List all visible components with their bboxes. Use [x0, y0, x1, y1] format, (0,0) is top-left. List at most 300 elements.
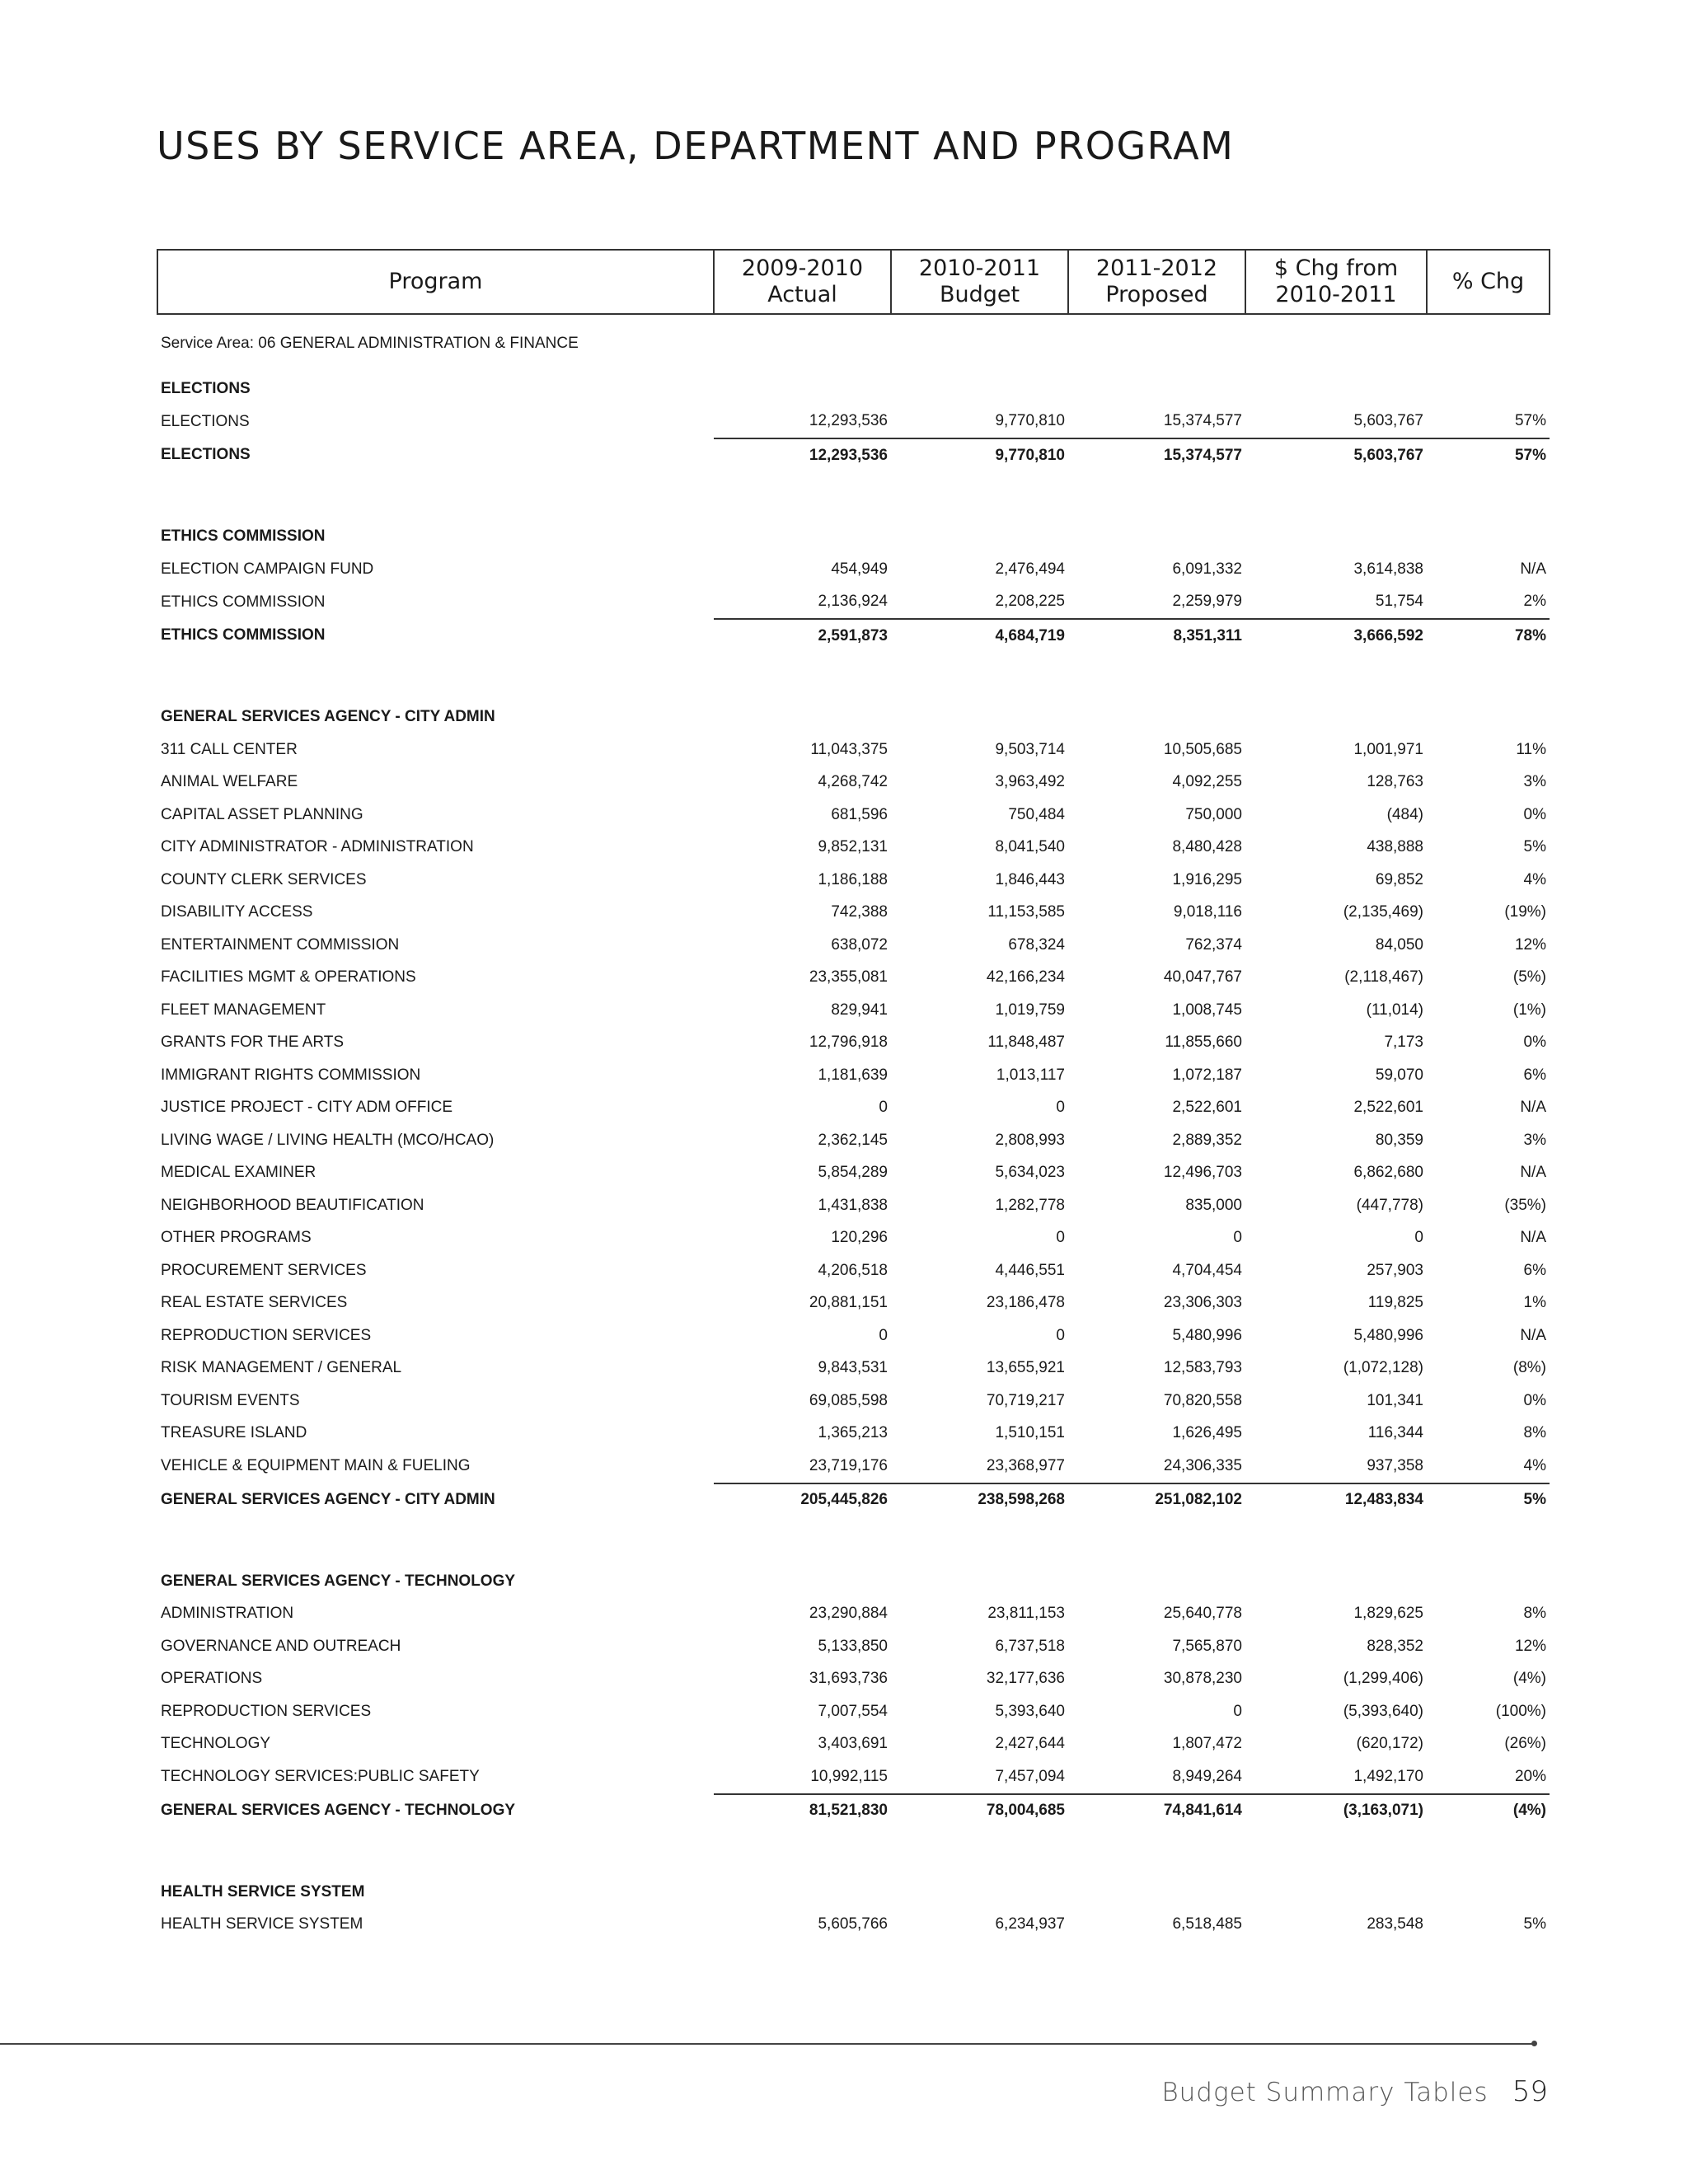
cell-actual: 454,949	[831, 560, 888, 578]
table-row	[157, 733, 1550, 766]
cell-actual: 10,992,115	[810, 1767, 888, 1785]
cell-program: VEHICLE & EQUIPMENT MAIN & FUELING	[161, 1457, 471, 1475]
cell-proposed: 5,480,996	[1172, 1326, 1242, 1344]
cell-change: 257,903	[1367, 1261, 1423, 1279]
cell-budget: 678,324	[1008, 935, 1065, 954]
cell-actual: 120,296	[831, 1229, 888, 1247]
cell-budget: 3,963,492	[995, 773, 1065, 791]
cell-proposed: 74,841,614	[1068, 1794, 1245, 1828]
cell-proposed: 7,565,870	[1172, 1637, 1242, 1655]
header-budget	[891, 250, 1068, 314]
cell-actual: 2,591,873	[714, 619, 891, 653]
cell-budget: 8,041,540	[995, 838, 1065, 856]
cell-proposed: 25,640,778	[1163, 1605, 1242, 1623]
table-row	[157, 1059, 1550, 1092]
cell-change: (484)	[1386, 805, 1423, 823]
cell-pct-change: N/A	[1520, 1326, 1546, 1344]
cell-actual: 742,388	[831, 903, 888, 921]
cell-proposed: 2,522,601	[1172, 1099, 1242, 1117]
cell-budget: 1,282,778	[995, 1196, 1065, 1214]
cell-change: 438,888	[1367, 838, 1423, 856]
cell-proposed: 1,072,187	[1172, 1066, 1242, 1084]
cell-budget: 23,811,153	[987, 1605, 1065, 1623]
cell-proposed: 4,092,255	[1172, 773, 1242, 791]
cell-actual: 81,521,830	[714, 1794, 891, 1828]
cell-change: 12,483,834	[1245, 1483, 1427, 1517]
cell-pct-change: (100%)	[1495, 1702, 1546, 1720]
footer-rule-dot	[1531, 2041, 1537, 2046]
cell-actual: 12,293,536	[714, 438, 891, 472]
cell-program: OTHER PROGRAMS	[161, 1229, 312, 1247]
cell-program: MEDICAL EXAMINER	[161, 1164, 316, 1182]
cell-actual: 0	[879, 1326, 888, 1344]
cell-actual: 69,085,598	[809, 1391, 888, 1409]
spacer-cell	[157, 1827, 1550, 1876]
budget-table	[157, 249, 1550, 1941]
cell-proposed: 835,000	[1185, 1196, 1242, 1214]
cell-program: GRANTS FOR THE ARTS	[161, 1033, 345, 1052]
cell-program: JUSTICE PROJECT - CITY ADM OFFICE	[161, 1099, 452, 1117]
cell-pct-change: 8%	[1523, 1424, 1546, 1442]
cell-proposed: 40,047,767	[1163, 968, 1242, 987]
cell-pct-change: 4%	[1523, 870, 1546, 888]
cell-pct-change: 4%	[1523, 1456, 1546, 1474]
cell-pct-change: (26%)	[1504, 1735, 1546, 1753]
cell-actual: 9,852,131	[818, 838, 888, 856]
spacer-row	[157, 653, 1550, 701]
cell-actual: 4,268,742	[818, 773, 888, 791]
cell-change: 283,548	[1367, 1915, 1423, 1933]
table-row	[157, 1909, 1550, 1942]
cell-program: OPERATIONS	[161, 1670, 263, 1688]
cell-budget: 2,427,644	[995, 1735, 1065, 1753]
cell-proposed: 750,000	[1185, 805, 1242, 823]
spacer-row	[157, 1827, 1550, 1876]
cell-pct-change: 0%	[1523, 1391, 1546, 1409]
cell-budget: 0	[1056, 1326, 1065, 1344]
table-row	[157, 1760, 1550, 1794]
cell-pct-change: 20%	[1514, 1767, 1546, 1785]
cell-pct-change: 1%	[1523, 1294, 1546, 1312]
header-budget-label: Budget	[939, 282, 1020, 307]
cell-budget: 2,476,494	[995, 560, 1065, 578]
cell-pct-change: 3%	[1523, 773, 1546, 791]
cell-proposed: 10,505,685	[1163, 740, 1242, 758]
cell-budget: 1,846,443	[995, 870, 1065, 888]
cell-budget: 2,208,225	[995, 593, 1065, 611]
cell-program: GENERAL SERVICES AGENCY - CITY ADMIN	[161, 1490, 495, 1508]
footer-rule	[0, 2043, 1535, 2045]
header-actual-label: Actual	[767, 282, 837, 307]
cell-budget: 11,848,487	[987, 1033, 1065, 1052]
cell-program: REPRODUCTION SERVICES	[161, 1702, 372, 1720]
cell-change: 1,829,625	[1353, 1605, 1423, 1623]
cell-actual: 5,854,289	[818, 1164, 888, 1182]
cell-actual: 205,445,826	[714, 1483, 891, 1517]
page-footer	[1161, 2075, 1548, 2108]
cell-proposed: 1,626,495	[1172, 1424, 1242, 1442]
cell-program: ANIMAL WELFARE	[161, 773, 298, 791]
cell-budget: 5,634,023	[995, 1164, 1065, 1182]
cell-proposed: 1,807,472	[1172, 1735, 1242, 1753]
cell-budget: 6,737,518	[995, 1637, 1065, 1655]
cell-budget: 4,684,719	[891, 619, 1068, 653]
cell-budget: 9,770,810	[995, 412, 1065, 430]
cell-actual: 31,693,736	[809, 1670, 888, 1688]
cell-program: CAPITAL ASSET PLANNING	[161, 805, 363, 823]
cell-actual: 11,043,375	[810, 740, 888, 758]
cell-budget: 9,503,714	[995, 740, 1065, 758]
cell-change: (2,135,469)	[1343, 903, 1423, 921]
department-header-row	[157, 701, 1550, 734]
cell-change: 1,492,170	[1353, 1767, 1423, 1785]
cell-change: 3,666,592	[1245, 619, 1427, 653]
table-row	[157, 897, 1550, 930]
cell-change: 5,480,996	[1353, 1326, 1423, 1344]
spacer-row	[157, 1516, 1550, 1565]
cell-actual: 1,181,639	[818, 1066, 888, 1084]
cell-pct-change: 57%	[1514, 412, 1546, 430]
cell-actual: 0	[879, 1099, 888, 1117]
cell-pct-change: (8%)	[1512, 1359, 1546, 1377]
cell-program: LIVING WAGE / LIVING HEALTH (MCO/HCAO)	[161, 1131, 495, 1149]
cell-change: 116,344	[1367, 1424, 1423, 1442]
table-row	[157, 929, 1550, 962]
cell-pct-change: N/A	[1520, 560, 1546, 578]
cell-proposed: 15,374,577	[1163, 412, 1242, 430]
cell-proposed: 8,480,428	[1172, 838, 1242, 856]
table-row	[157, 1630, 1550, 1663]
page-title: USES BY SERVICE AREA, DEPARTMENT AND PROGRAM	[157, 124, 1235, 168]
cell-budget: 5,393,640	[995, 1702, 1065, 1720]
cell-program: HEALTH SERVICE SYSTEM	[161, 1915, 363, 1933]
cell-pct-change: (5%)	[1512, 968, 1546, 987]
table-row	[157, 1319, 1550, 1352]
cell-program: ELECTIONS	[161, 412, 250, 430]
cell-change: 119,825	[1367, 1294, 1423, 1312]
cell-change: 5,603,767	[1245, 438, 1427, 472]
cell-actual: 1,365,213	[818, 1424, 888, 1442]
cell-proposed: 1,916,295	[1172, 870, 1242, 888]
cell-program: COUNTY CLERK SERVICES	[161, 870, 367, 888]
cell-program: ETHICS COMMISSION	[161, 593, 326, 611]
table-row	[157, 1287, 1550, 1320]
cell-proposed: 12,583,793	[1163, 1359, 1242, 1377]
cell-change: 69,852	[1375, 870, 1423, 888]
cell-budget: 1,510,151	[995, 1424, 1065, 1442]
cell-budget: 2,808,993	[995, 1131, 1065, 1149]
cell-actual: 4,206,518	[818, 1261, 888, 1279]
cell-change: 1,001,971	[1353, 740, 1423, 758]
cell-program: NEIGHBORHOOD BEAUTIFICATION	[161, 1196, 424, 1214]
table-header-row	[157, 250, 1550, 314]
cell-proposed: 0	[1233, 1702, 1242, 1720]
table-row	[157, 1027, 1550, 1060]
header-proposed-year: 2011-2012	[1095, 255, 1218, 281]
cell-pct-change: (4%)	[1512, 1670, 1546, 1688]
cell-change: 828,352	[1367, 1637, 1423, 1655]
cell-budget: 0	[1056, 1099, 1065, 1117]
department-total-row	[157, 1483, 1550, 1517]
header-proposed-label: Proposed	[1105, 282, 1208, 307]
table-row	[157, 1598, 1550, 1631]
department-name: GENERAL SERVICES AGENCY - CITY ADMIN	[161, 708, 495, 726]
cell-proposed: 1,008,745	[1172, 1001, 1242, 1019]
cell-budget: 13,655,921	[986, 1359, 1065, 1377]
cell-pct-change: 2%	[1523, 593, 1546, 611]
cell-proposed: 6,091,332	[1172, 560, 1242, 578]
cell-change: 5,603,767	[1353, 412, 1423, 430]
cell-change: (1,299,406)	[1343, 1670, 1423, 1688]
cell-proposed: 6,518,485	[1172, 1915, 1242, 1933]
cell-program: RISK MANAGEMENT / GENERAL	[161, 1359, 402, 1377]
department-name: ETHICS COMMISSION	[161, 527, 326, 546]
cell-budget: 238,598,268	[891, 1483, 1068, 1517]
cell-actual: 3,403,691	[818, 1735, 888, 1753]
cell-program: PROCUREMENT SERVICES	[161, 1261, 367, 1279]
cell-change: 59,070	[1375, 1066, 1423, 1084]
header-pct-change: % Chg	[1427, 250, 1550, 314]
department-name: HEALTH SERVICE SYSTEM	[161, 1882, 365, 1900]
cell-change: 51,754	[1375, 593, 1423, 611]
cell-actual: 23,355,081	[809, 968, 888, 987]
table-row	[157, 1124, 1550, 1157]
cell-actual: 23,719,176	[809, 1456, 888, 1474]
cell-program: GENERAL SERVICES AGENCY - TECHNOLOGY	[161, 1801, 516, 1819]
cell-program: GOVERNANCE AND OUTREACH	[161, 1637, 401, 1655]
cell-pct-change: N/A	[1520, 1164, 1546, 1182]
cell-proposed: 8,351,311	[1068, 619, 1245, 653]
table-row	[157, 1695, 1550, 1728]
cell-program: TREASURE ISLAND	[161, 1424, 307, 1442]
cell-program: TECHNOLOGY	[161, 1735, 271, 1753]
header-change	[1245, 250, 1427, 314]
cell-program: ETHICS COMMISSION	[161, 626, 326, 644]
cell-program: ADMINISTRATION	[161, 1605, 294, 1623]
cell-actual: 829,941	[831, 1001, 888, 1019]
page-number: 59	[1512, 2075, 1548, 2108]
cell-pct-change: 11%	[1516, 740, 1546, 758]
cell-proposed: 251,082,102	[1068, 1483, 1245, 1517]
cell-pct-change: 5%	[1523, 1915, 1546, 1933]
cell-proposed: 15,374,577	[1068, 438, 1245, 472]
department-name: GENERAL SERVICES AGENCY - TECHNOLOGY	[161, 1572, 516, 1590]
spacer-cell	[157, 472, 1550, 521]
department-header-row	[157, 1876, 1550, 1909]
cell-proposed: 11,855,660	[1165, 1033, 1242, 1052]
cell-actual: 2,362,145	[818, 1131, 888, 1149]
cell-budget: 32,177,636	[986, 1670, 1065, 1688]
cell-program: ENTERTAINMENT COMMISSION	[161, 935, 400, 954]
cell-pct-change: 0%	[1523, 1033, 1546, 1052]
table-row	[157, 832, 1550, 865]
cell-budget: 70,719,217	[986, 1391, 1065, 1409]
header-program: Program	[157, 250, 714, 314]
service-area-row	[157, 314, 1550, 373]
cell-pct-change: (4%)	[1427, 1794, 1550, 1828]
header-change-label: $ Chg from	[1273, 255, 1399, 281]
cell-proposed: 30,878,230	[1163, 1670, 1242, 1688]
spacer-row	[157, 472, 1550, 521]
cell-program: ELECTIONS	[161, 446, 251, 464]
cell-actual: 1,431,838	[818, 1196, 888, 1214]
cell-budget: 0	[1056, 1229, 1065, 1247]
cell-budget: 23,186,478	[986, 1294, 1065, 1312]
cell-program: REPRODUCTION SERVICES	[161, 1326, 372, 1344]
cell-actual: 5,605,766	[818, 1915, 888, 1933]
table-row	[157, 1728, 1550, 1761]
cell-program: IMMIGRANT RIGHTS COMMISSION	[161, 1066, 421, 1084]
footer-section-title: Budget Summary Tables	[1161, 2078, 1489, 2107]
cell-pct-change: 3%	[1523, 1131, 1546, 1149]
table-row	[157, 1254, 1550, 1287]
cell-proposed: 762,374	[1185, 935, 1242, 954]
cell-pct-change: (19%)	[1504, 903, 1546, 921]
table-row	[157, 1385, 1550, 1418]
cell-actual: 23,290,884	[809, 1605, 888, 1623]
table-row	[157, 1189, 1550, 1222]
cell-pct-change: 12%	[1514, 1637, 1546, 1655]
cell-proposed: 70,820,558	[1163, 1391, 1242, 1409]
cell-actual: 1,186,188	[818, 870, 888, 888]
cell-change: (2,118,467)	[1344, 968, 1423, 987]
department-header-row	[157, 373, 1550, 405]
cell-actual: 7,007,554	[818, 1702, 888, 1720]
table-row	[157, 962, 1550, 995]
table-row	[157, 1418, 1550, 1451]
table-body	[157, 314, 1550, 1941]
table-row	[157, 1222, 1550, 1255]
department-total-row	[157, 619, 1550, 653]
cell-program: DISABILITY ACCESS	[161, 903, 313, 921]
cell-change: (620,172)	[1356, 1735, 1423, 1753]
cell-pct-change: N/A	[1520, 1099, 1546, 1117]
cell-budget: 9,770,810	[891, 438, 1068, 472]
table-row	[157, 766, 1550, 799]
cell-actual: 5,133,850	[818, 1637, 888, 1655]
cell-pct-change: 6%	[1523, 1261, 1546, 1279]
cell-proposed: 9,018,116	[1173, 903, 1242, 921]
cell-budget: 1,019,759	[995, 1001, 1065, 1019]
cell-actual: 12,796,918	[809, 1033, 888, 1052]
department-header-row	[157, 1565, 1550, 1598]
cell-proposed: 8,949,264	[1172, 1767, 1242, 1785]
table-row	[157, 1092, 1550, 1125]
cell-pct-change: 12%	[1514, 935, 1546, 954]
table-row	[157, 864, 1550, 897]
header-actual-year: 2009-2010	[741, 255, 864, 281]
cell-budget: 11,153,585	[987, 903, 1065, 921]
cell-pct-change: 0%	[1523, 805, 1546, 823]
cell-pct-change: (35%)	[1504, 1196, 1546, 1214]
cell-pct-change: 6%	[1523, 1066, 1546, 1084]
cell-pct-change: (1%)	[1512, 1001, 1546, 1019]
cell-change: 937,358	[1367, 1456, 1423, 1474]
cell-program: ELECTION CAMPAIGN FUND	[161, 560, 374, 578]
cell-budget: 6,234,937	[995, 1915, 1065, 1933]
cell-proposed: 23,306,303	[1163, 1294, 1242, 1312]
cell-change: 128,763	[1367, 773, 1423, 791]
cell-program: REAL ESTATE SERVICES	[161, 1294, 348, 1312]
cell-change: (447,778)	[1356, 1196, 1423, 1214]
cell-proposed: 24,306,335	[1163, 1456, 1242, 1474]
cell-pct-change: N/A	[1520, 1229, 1546, 1247]
cell-change: 7,173	[1384, 1033, 1423, 1052]
cell-proposed: 4,704,454	[1172, 1261, 1242, 1279]
cell-change: 0	[1414, 1229, 1423, 1247]
table-row	[157, 1450, 1550, 1483]
department-header-row	[157, 521, 1550, 554]
cell-budget: 23,368,977	[986, 1456, 1065, 1474]
cell-actual: 681,596	[831, 805, 888, 823]
cell-change: (11,014)	[1366, 1001, 1423, 1019]
cell-change: (1,072,128)	[1343, 1359, 1423, 1377]
department-total-row	[157, 1794, 1550, 1828]
department-name: ELECTIONS	[161, 379, 251, 397]
cell-change: 3,614,838	[1353, 560, 1423, 578]
cell-change: 101,341	[1367, 1391, 1423, 1409]
cell-pct-change: 5%	[1427, 1483, 1550, 1517]
cell-proposed: 0	[1233, 1229, 1242, 1247]
cell-program: FACILITIES MGMT & OPERATIONS	[161, 968, 416, 987]
cell-actual: 638,072	[831, 935, 888, 954]
service-area-label: Service Area: 06 GENERAL ADMINISTRATION & FINANCE	[161, 335, 579, 352]
cell-budget: 750,484	[1008, 805, 1065, 823]
table-row	[157, 405, 1550, 439]
header-actual	[714, 250, 891, 314]
cell-pct-change: 78%	[1427, 619, 1550, 653]
cell-pct-change: 57%	[1427, 438, 1550, 472]
cell-change: 80,359	[1375, 1131, 1423, 1149]
cell-budget: 78,004,685	[891, 1794, 1068, 1828]
table-row	[157, 1157, 1550, 1190]
spacer-cell	[157, 1516, 1550, 1565]
cell-program: TECHNOLOGY SERVICES:PUBLIC SAFETY	[161, 1768, 480, 1786]
cell-proposed: 2,889,352	[1172, 1131, 1242, 1149]
table-row	[157, 799, 1550, 832]
table-row	[157, 553, 1550, 586]
table-row	[157, 586, 1550, 620]
header-change-year: 2010-2011	[1275, 282, 1397, 307]
spacer-cell	[157, 653, 1550, 701]
header-proposed	[1068, 250, 1245, 314]
cell-program: TOURISM EVENTS	[161, 1391, 300, 1409]
cell-actual: 12,293,536	[809, 412, 888, 430]
table-row	[157, 1663, 1550, 1696]
cell-pct-change: 5%	[1523, 838, 1546, 856]
cell-program: FLEET MANAGEMENT	[161, 1001, 326, 1019]
table-row	[157, 994, 1550, 1027]
department-total-row	[157, 438, 1550, 472]
cell-proposed: 12,496,703	[1163, 1164, 1242, 1182]
cell-budget: 42,166,234	[986, 968, 1065, 987]
cell-change: (3,163,071)	[1245, 1794, 1427, 1828]
cell-actual: 2,136,924	[818, 593, 888, 611]
cell-budget: 1,013,117	[996, 1066, 1065, 1084]
header-budget-year: 2010-2011	[918, 255, 1041, 281]
table-row	[157, 1352, 1550, 1385]
cell-actual: 9,843,531	[818, 1359, 888, 1377]
cell-proposed: 2,259,979	[1172, 593, 1242, 611]
cell-change: (5,393,640)	[1343, 1702, 1423, 1720]
cell-budget: 4,446,551	[995, 1261, 1065, 1279]
cell-change: 6,862,680	[1353, 1164, 1423, 1182]
cell-pct-change: 8%	[1523, 1605, 1546, 1623]
cell-program: CITY ADMINISTRATOR - ADMINISTRATION	[161, 838, 474, 856]
cell-change: 2,522,601	[1353, 1099, 1423, 1117]
cell-budget: 7,457,094	[995, 1767, 1065, 1785]
cell-actual: 20,881,151	[809, 1294, 888, 1312]
